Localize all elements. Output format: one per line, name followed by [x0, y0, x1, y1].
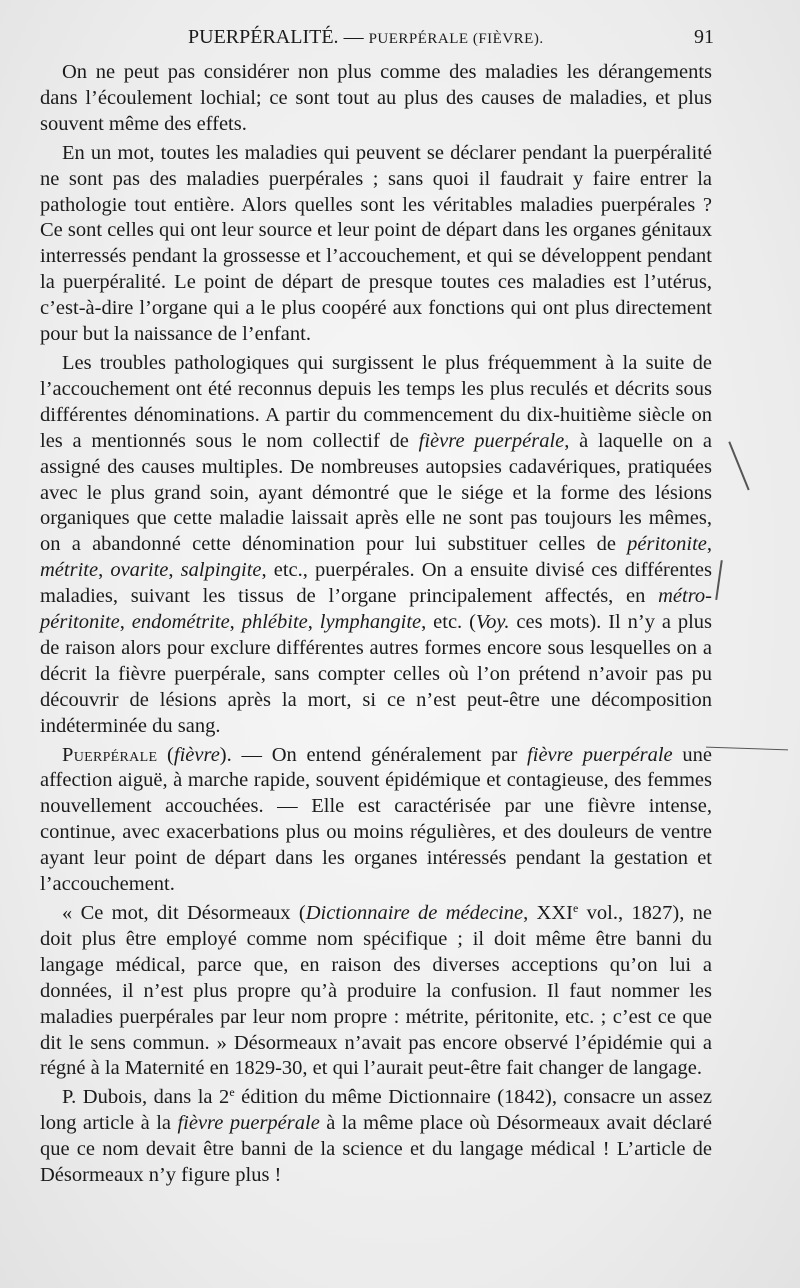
running-title-dash: — — [343, 26, 364, 48]
text-run: , — [168, 559, 181, 582]
text-run: édition du même Dictionnaire (1842), consacre un assez long article à la — [40, 1086, 713, 1135]
text-run: , à laquelle on a assigné des causes multiples. De nombreuses autopsies cadavériques, pratiquées avec le plus grand soin, ayant démontré que le siége et la forme des lésions organiques que cette maladie laissait après elle ne sont pas toujours les mêmes, on a abandonné cette dénomination pour lui substituer celles de — [40, 429, 712, 556]
paragraph-desormeaux-quote — [40, 901, 712, 1082]
text-run: ( — [157, 743, 174, 766]
running-title — [188, 22, 544, 54]
text-run: , — [119, 611, 132, 634]
text-run: , — [706, 533, 712, 556]
paragraph-entry-puerperale — [40, 743, 712, 898]
italic-term: péritonite — [627, 533, 707, 556]
italic-term: fièvre puerpérale — [418, 429, 565, 452]
paragraph-lochial: On ne peut pas considérer non plus comme des maladies les dérangements dans l’écoulement lochial; ce sont tout au plus des causes de maladies, et plus souvent même des effets. — [40, 61, 712, 135]
page-number: 91 — [694, 26, 714, 48]
text-run: , — [307, 611, 320, 634]
text-run: , etc., puerpérales. On a ensuite divisé ces différentes maladies, suivant les tissus de l’organe principalement affectés, en — [40, 559, 712, 608]
italic-term: endométrite — [131, 611, 230, 634]
italic-term: fièvre — [173, 743, 220, 766]
running-title-right: PUERPÉRALE (FIÈVRE). — [368, 31, 544, 47]
text-run: P. Dubois, dans la 2 — [62, 1086, 230, 1109]
italic-term: métro-péritonite — [40, 585, 712, 634]
text-run: vol., 1827), ne doit plus être employé comme nom spécifique ; il doit même être banni du langage médical, parce que, en raison des diverses acceptions qu’on lui a données, il n’est plus propre qu’à produire la confusion. Il faut nommer les maladies puerpérales par leur nom propre : métrite, péritonite, etc. ; c’est ce que dit le sens commun. » Désormeaux n’avait pas encore observé l’épidémie qui a régné à la Maternité en 1829-30, et qui l’aurait peut-être fait changer de langage. — [40, 902, 713, 1080]
italic-term: métrite — [40, 559, 99, 582]
text-run: , — [98, 559, 111, 582]
text-run: « Ce mot, dit Désormeaux ( — [62, 902, 306, 924]
italic-term: salpingite — [180, 559, 262, 582]
text-run: ). — On entend généralement par — [219, 743, 528, 766]
paragraph-definition: En un mot, toutes les maladies qui peuvent se déclarer pendant la puerpéralité ne sont pas des maladies puerpérales ; sans quoi il faudrait y faire entrer la pathologie tout entière. Alors quelles sont les véritables maladies puerpérales ? Ce sont celles qui ont leur source et leur point de départ dans les organes génitaux interressés pendant la grossesse et l’accouchement, et qui se développent pendant la puerpéralité. Le point de départ de presque toutes ces maladies est l’utérus, c’est-à-dire l’organe qui a le plus coopéré aux fonctions qui ont plus directement pour but la naissance de l’enfant. — [40, 141, 712, 346]
superscript: e — [572, 901, 579, 915]
entry-headword: Puerpérale — [62, 743, 158, 766]
italic-term: fièvre puerpérale — [177, 1112, 320, 1135]
superscript: e — [229, 1085, 235, 1100]
italic-term: phlébite — [241, 611, 308, 634]
paragraph-dubois — [40, 1085, 712, 1189]
italic-term: Voy. — [475, 611, 510, 634]
text-run: une affection aiguë, à marche rapide, souvent épidémique et contagieuse, des femmes nouvellement accouchées. — Elle est caractérisée par une fièvre intense, continue, avec exacerbations plus ou moins régulières, et des douleurs de ventre ayant leur point de départ dans les organes intéressés pendant la gestation et l’accouchement. — [40, 743, 713, 896]
text-run: , etc. ( — [421, 611, 476, 634]
page-body — [40, 60, 712, 1192]
italic-title: Dictionnaire de médecine — [305, 902, 524, 924]
text-run: à la même place où Désormeaux avait déclaré que ce nom devait être banni de la science et du langage médical ! L’article de Désormeaux n’y figure plus ! — [40, 1112, 712, 1187]
running-title-left: PUERPÉRALITÉ. — [188, 26, 339, 48]
text-run: Les troubles pathologiques qui surgissent le plus fréquemment à la suite de l’accouchement ont été reconnus depuis les temps les plus reculés et décrits sous différentes dénominations. A partir du commencement du dix-huitième siècle on les a mentionnés sous le nom collectif de — [40, 351, 712, 452]
italic-term: ovarite — [110, 559, 169, 582]
text-run: , XXI — [523, 902, 573, 924]
running-header — [48, 22, 714, 52]
italic-term: lymphangite — [319, 611, 422, 634]
italic-term: fièvre puerpérale — [527, 743, 673, 766]
margin-pencil-mark — [706, 747, 788, 751]
text-run: ces mots). Il n’y a plus de raison alors pour exclure différentes autres formes encore sous lesquelles on a décrit la fièvre puerpérale, sans compter celles où l’on prétend n’avoir pas pu découvrir de lésions après la mort, si ce n’est peut-être une décomposition indéterminée du sang. — [40, 611, 713, 737]
paragraph-history — [40, 351, 712, 740]
margin-pencil-mark — [715, 560, 722, 600]
text-run: , — [229, 611, 242, 634]
margin-pencil-mark — [728, 442, 749, 491]
